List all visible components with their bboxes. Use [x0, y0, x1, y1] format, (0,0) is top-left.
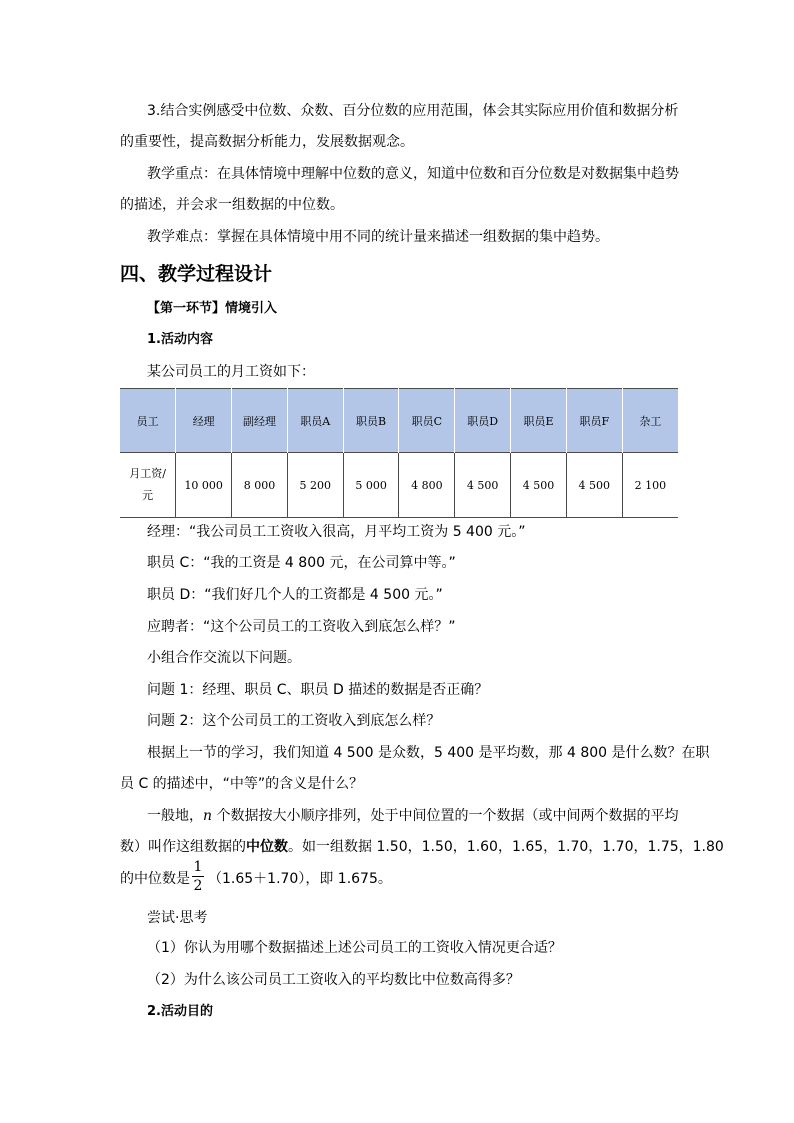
table-intro: 某公司员工的月工资如下：: [147, 364, 315, 380]
salary-table: [120, 388, 678, 518]
quote-staff-d: 职员 D：“我们好几个人的工资都是 4 500 元。”: [147, 587, 443, 603]
learn-para-line-2: 员 C 的描述中，“中等”的含义是什么？: [120, 776, 364, 792]
definition-text: 个数据按大小顺序排列，处于中间位置的一个数据（或中间两个数据的平均: [212, 808, 679, 824]
quote-staff-c: 职员 C：“我的工资是 4 800 元，在公司算中等。”: [147, 555, 456, 571]
fraction-numerator: 1: [193, 859, 203, 875]
think-question-2: （2）为什么该公司员工工资收入的平均数比中位数高得多？: [147, 972, 520, 988]
quote-manager: 经理：“我公司员工工资收入很高，月平均工资为 5 400 元。”: [147, 524, 526, 540]
definition-line-1: [147, 806, 678, 826]
header-cell: 副经理: [232, 389, 288, 453]
header-cell: 杂工: [622, 389, 678, 453]
header-cell: 职员D: [455, 389, 511, 453]
learn-para-line-1: 根据上一节的学习，我们知道 4 500 是众数，5 400 是平均数，那 4 800 是什么数？在职: [147, 745, 710, 761]
quote-applicant: 应聘者：“这个公司员工的工资收入到底怎么样？”: [147, 619, 456, 635]
key-point-line-2: 的描述，并会求一组数据的中位数。: [120, 197, 344, 213]
difficulty-line: 教学难点：掌握在具体情境中用不同的统计量来描述一组数据的集中趋势。: [147, 229, 609, 245]
salary-cell: 2 100: [622, 453, 678, 518]
fraction-denominator: 2: [193, 878, 203, 894]
objective-3-line-2: 的重要性，提高数据分析能力，发展数据观念。: [120, 134, 414, 150]
salary-cell: 4 800: [399, 453, 455, 518]
activity-content-title: 1.活动内容: [147, 332, 213, 347]
definition-text: 一般地，: [147, 808, 203, 824]
salary-cell: 10 000: [176, 453, 232, 518]
key-point-line-1: 教学重点：在具体情境中理解中位数的意义，知道中位数和百分位数是对数据集中趋势: [147, 166, 679, 182]
definition-line-2: [120, 837, 724, 857]
header-cell: 职员C: [399, 389, 455, 453]
row-label-cell: [120, 453, 176, 518]
try-think-heading: 尝试·思考: [147, 910, 208, 926]
variable-n: n: [203, 808, 213, 824]
salary-cell: 5 000: [343, 453, 399, 518]
salary-cell: 4 500: [511, 453, 567, 518]
question-1: 问题 1：经理、职员 C、职员 D 描述的数据是否正确？: [147, 682, 489, 698]
think-question-1: （1）你认为用哪个数据描述上述公司员工的工资收入情况更合适？: [147, 940, 562, 956]
salary-cell: 4 500: [455, 453, 511, 518]
header-cell: 职员F: [566, 389, 622, 453]
header-cell: 职员E: [511, 389, 567, 453]
activity-purpose-title: 2.活动目的: [147, 1004, 213, 1019]
definition-text: 。如一组数据 1.50，1.50，1.60，1.65，1.70，1.70，1.75，1.80: [288, 839, 724, 855]
step-title: 【第一环节】情境引入: [147, 301, 278, 316]
header-cell: 职员A: [287, 389, 343, 453]
header-cell: 经理: [176, 389, 232, 453]
row-label-line-1: 月工资/: [129, 467, 166, 480]
term-median: 中位数: [246, 839, 288, 855]
row-label-line-2: 元: [142, 489, 154, 502]
salary-cell: 8 000: [232, 453, 288, 518]
salary-cell: 5 200: [287, 453, 343, 518]
table-header-row: [120, 389, 678, 453]
definition-line-3-end: （1.65＋1.70），即 1.675。: [208, 871, 392, 887]
definition-line-3-start: 的中位数是: [120, 871, 190, 887]
table-row: [120, 453, 678, 518]
header-cell: 员工: [120, 389, 176, 453]
definition-text: 数）叫作这组数据的: [120, 839, 246, 855]
group-discuss: 小组合作交流以下问题。: [147, 650, 301, 666]
section-title: 四、教学过程设计: [120, 263, 273, 285]
fraction-bar: [192, 876, 204, 877]
salary-cell: 4 500: [566, 453, 622, 518]
objective-3-line-1: 3.结合实例感受中位数、众数、百分位数的应用范围，体会其实际应用价值和数据分析: [147, 103, 679, 119]
header-cell: 职员B: [343, 389, 399, 453]
fraction-one-half: [192, 859, 204, 894]
question-2: 问题 2：这个公司员工的工资收入到底怎么样？: [147, 713, 441, 729]
